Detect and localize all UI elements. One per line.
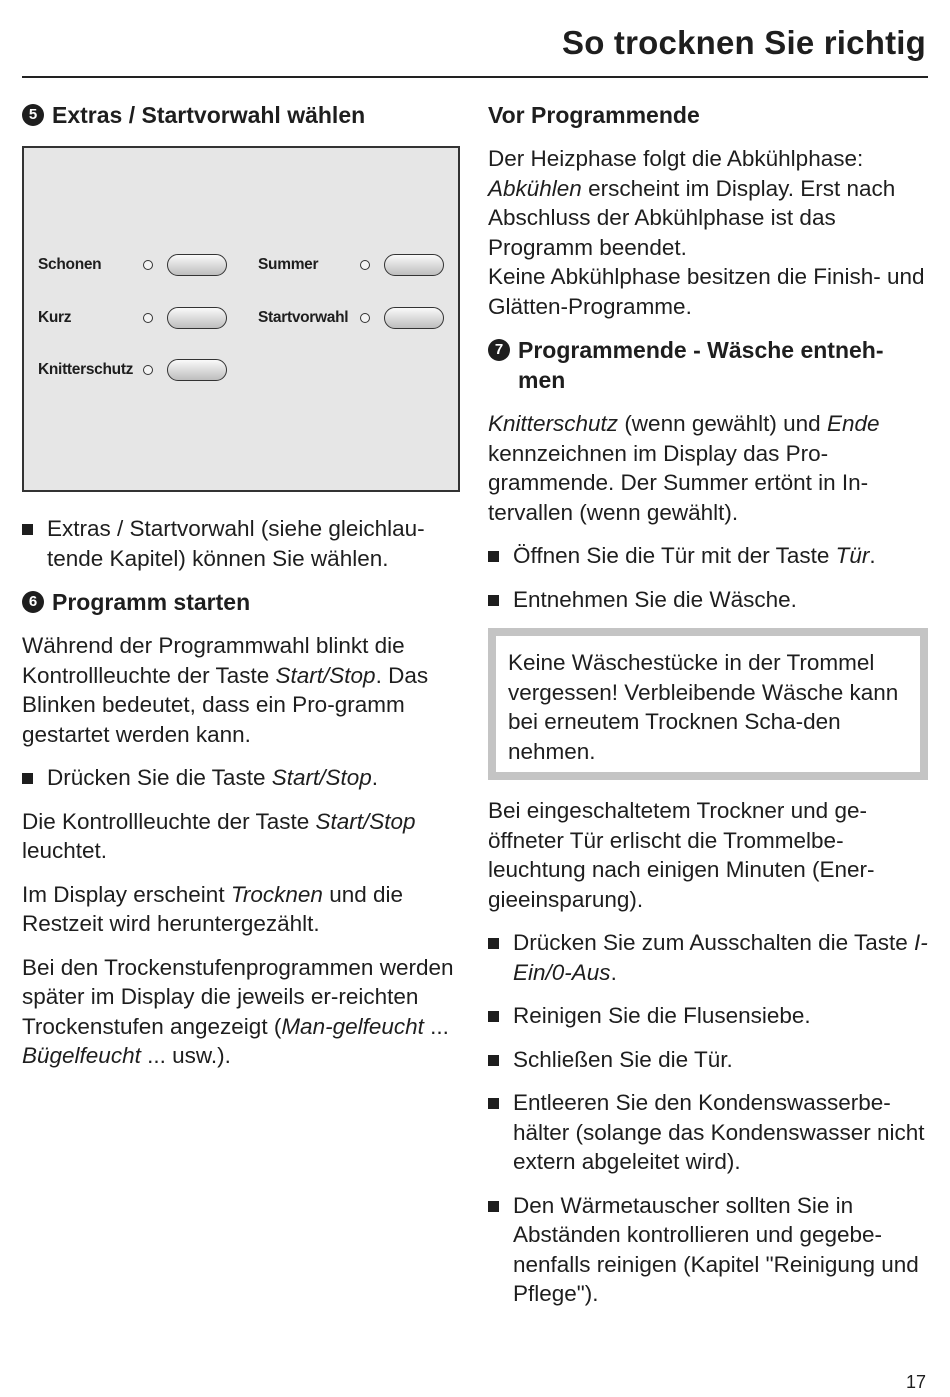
led-icon xyxy=(143,313,153,323)
list-item xyxy=(488,541,928,571)
bullet-text: Extras / Startvorwahl (siehe gleichlau-tende Kapitel) können Sie wählen. xyxy=(47,516,425,571)
warning-text: Keine Wäschestücke in der Trommel vergessen! Verbleibende Wäsche kann bei erneutem Trocknen Scha-den nehmen. xyxy=(508,650,899,764)
panel-button-schonen xyxy=(167,254,227,276)
section-7-title: Programmende - Wäsche entneh-men xyxy=(518,337,884,393)
bullet-text: Drücken Sie zum Ausschalten die Taste I-Ein/0-Aus. xyxy=(513,930,928,985)
title-rule xyxy=(22,76,928,78)
bullet-icon xyxy=(22,773,33,784)
list-item xyxy=(488,1045,928,1075)
step-number-5: 5 xyxy=(22,104,44,126)
panel-label-summer: Summer xyxy=(258,256,319,273)
panel-button-summer xyxy=(384,254,444,276)
bullet-text: Drücken Sie die Taste Start/Stop. xyxy=(47,765,379,790)
section-5-title: Extras / Startvorwahl wählen xyxy=(52,102,366,128)
panel-label-knitterschutz: Knitterschutz xyxy=(38,361,134,378)
panel-label-startvorwahl: Startvorwahl xyxy=(258,309,349,326)
bullet-icon xyxy=(488,551,499,562)
section-6-title: Programm starten xyxy=(52,589,251,615)
page-number: 17 xyxy=(905,1372,926,1392)
page-title: So trocknen Sie richtig xyxy=(561,24,926,61)
bullet-text: Entnehmen Sie die Wäsche. xyxy=(513,586,797,612)
step-number-7: 7 xyxy=(488,339,510,361)
paragraph: Bei den Trockenstufenprogrammen werden später im Display die jeweils er-reichten Trockenstufen angezeigt (Man-gelfeucht ... Bügelfeucht ... usw.). xyxy=(22,954,454,1068)
section-6-heading xyxy=(22,587,462,617)
list-item xyxy=(488,585,928,615)
bullet-icon xyxy=(488,1011,499,1022)
paragraph: Im Display erscheint Trocknen und die Restzeit wird heruntergezählt. xyxy=(22,881,404,936)
led-icon xyxy=(360,313,370,323)
list-item xyxy=(488,1191,928,1309)
bullet-icon xyxy=(22,524,33,535)
panel-button-knitterschutz xyxy=(167,359,227,381)
panel-label-kurz: Kurz xyxy=(38,309,72,326)
section-5-heading xyxy=(22,100,462,130)
bullet-icon xyxy=(488,938,499,949)
bullet-text: Öffnen Sie die Tür mit der Taste Tür. xyxy=(513,543,876,568)
bullet-text: Schließen Sie die Tür. xyxy=(513,1046,733,1072)
warning-box xyxy=(488,628,928,780)
section-vor-heading xyxy=(488,100,928,130)
paragraph: Der Heizphase folgt die Abkühlphase: Abkühlen erscheint im Display. Erst nach Abschluss der Abkühlphase ist das Programm beendet. Keine Abkühlphase besitzen die Finish- und Glätten-Programme. xyxy=(488,146,925,319)
panel-label-schonen: Schonen xyxy=(38,256,102,273)
led-icon xyxy=(143,365,153,375)
panel-button-startvorwahl xyxy=(384,307,444,329)
bullet-text: Entleeren Sie den Kondenswasserbe-hälter (solange das Kondenswasser nicht extern abgeleitet wird). xyxy=(513,1090,925,1174)
paragraph: Knitterschutz (wenn gewählt) und Ende kennzeichnen im Display das Pro-grammende. Der Summer ertönt in In-tervallen (wenn gewählt). xyxy=(488,411,880,525)
paragraph: Die Kontrollleuchte der Taste Start/Stop leuchtet. xyxy=(22,808,416,863)
section-vor-title: Vor Programmende xyxy=(488,102,700,128)
bullet-icon xyxy=(488,1055,499,1066)
list-item xyxy=(488,928,928,987)
right-column xyxy=(488,100,928,1309)
list-item xyxy=(22,763,462,793)
bullet-icon xyxy=(488,1201,499,1212)
bullet-text: Reinigen Sie die Flusensiebe. xyxy=(513,1003,811,1028)
bullet-icon xyxy=(488,595,499,606)
left-column xyxy=(22,100,462,1071)
led-icon xyxy=(143,260,153,270)
list-item xyxy=(22,514,462,573)
led-icon xyxy=(360,260,370,270)
paragraph: Bei eingeschaltetem Trockner und ge-öffneter Tür erlischt die Trommelbe-leuchtung nach einigen Minuten (Ener-gieeinsparung). xyxy=(488,798,875,912)
panel-button-kurz xyxy=(167,307,227,329)
list-item xyxy=(488,1001,928,1031)
step-number-6: 6 xyxy=(22,591,44,613)
paragraph: Während der Programmwahl blinkt die Kontrollleuchte der Taste Start/Stop. Das Blinken bedeutet, dass ein Pro-gramm gestartet werden kann. xyxy=(22,633,429,747)
bullet-icon xyxy=(488,1098,499,1109)
bullet-text: Den Wärmetauscher sollten Sie in Abständen kontrollieren und gegebe-nenfalls reinigen (Kapitel "Reinigung und Pflege"). xyxy=(513,1192,919,1306)
section-7-heading xyxy=(488,335,928,395)
list-item xyxy=(488,1088,928,1177)
control-panel-illustration xyxy=(22,146,460,492)
